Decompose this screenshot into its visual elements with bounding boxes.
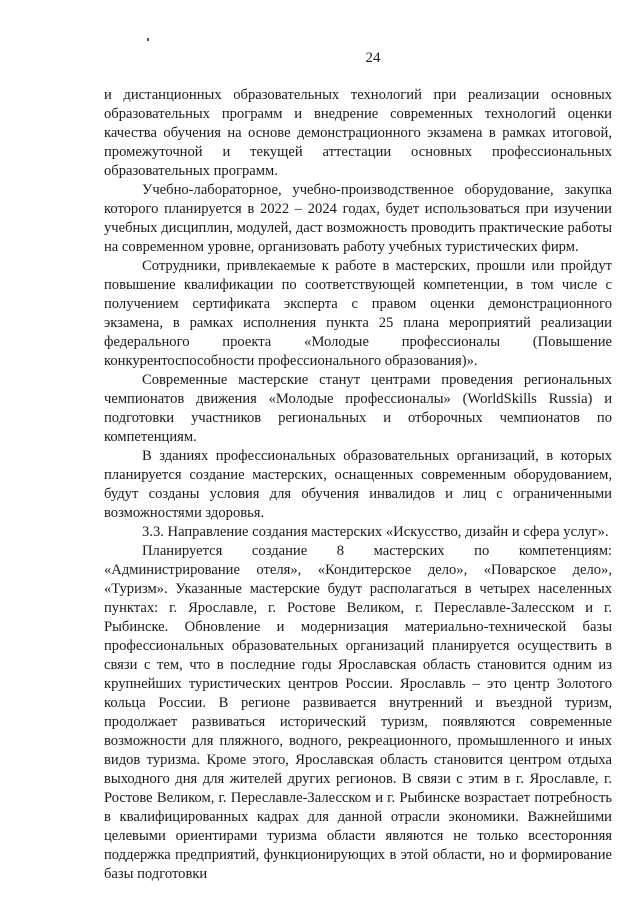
scan-mark (147, 38, 149, 41)
paragraph: и дистанционных образовательных технологий при реализации основных образовательных программ и внедрение современных технологий оценки качества обучения на основе демонстрационного экзамена в рамках итоговой, промежуточной и текущей аттестации основных профессиональных образовательных программ. (104, 87, 612, 179)
paragraph: В зданиях профессиональных образовательных организаций, в которых планируется создание мастерских, оснащенных современным оборудованием, будут созданы условия для обучения инвалидов и лиц с ограниченными возможностями здоровья. (104, 448, 612, 521)
paragraph: Учебно-лабораторное, учебно-производственное оборудование, закупка которого планируется в 2022 – 2024 годах, будет использоваться при изучении учебных дисциплин, модулей, даст возможность проводить практические работы на современном уровне, организовать работу учебных туристических фирм. (104, 182, 612, 255)
paragraph: Современные мастерские станут центрами проведения региональных чемпионатов движения «Молодые профессионалы» (WorldSkills Russia) и подготовки участников региональных и отборочных чемпионатов по компетенциям. (104, 372, 612, 445)
page-number: 24 (365, 50, 381, 66)
body-text (104, 86, 612, 884)
section-heading: 3.3. Направление создания мастерских «Искусство, дизайн и сфера услуг». (142, 524, 609, 540)
paragraph: Сотрудники, привлекаемые к работе в мастерских, прошли или пройдут повышение квалификации по соответствующей компетенции, в том числе с получением сертификата эксперта с правом оценки демонстрационного экзамена, в рамках исполнения пункта 25 плана мероприятий реализации федерального проекта «Молодые профессионалы (Повышение конкурентоспособности профессионального образования)». (104, 258, 612, 369)
paragraph: Планируется создание 8 мастерских по компетенциям: «Администрирование отеля», «Кондитерское дело», «Поварское дело», «Туризм». Указанные мастерские будут располагаться в четырех населенных пунктах: г. Ярославле, г. Ростове Великом, г. Переславле-Залесском и г. Рыбинске. Обновление и модернизация материально-технической базы профессиональных образовательных организаций планируется осуществить в связи с тем, что в последние годы Ярославская область становится одним из крупнейших туристических центров России. Ярославль – это центр Золотого кольца России. В регионе развивается внутренний и въездной туризм, продолжает развиваться исторический туризм, появляются современные возможности для пляжного, водного, рекреационного, промышленного и иных видов туризма. Кроме этого, Ярославская область становится центром отдыха выходного дня для жителей других регионов. В связи с этим в г. Ярославле, г. Ростове Великом, г. Переславле-Залесском и г. Рыбинске возрастает потребность в квалифицированных кадрах для данной отрасли экономики. Важнейшими целевыми ориентирами туризма области являются не только всесторонняя поддержка предприятий, функционирующих в этой области, но и формирование базы подготовки (104, 543, 612, 882)
